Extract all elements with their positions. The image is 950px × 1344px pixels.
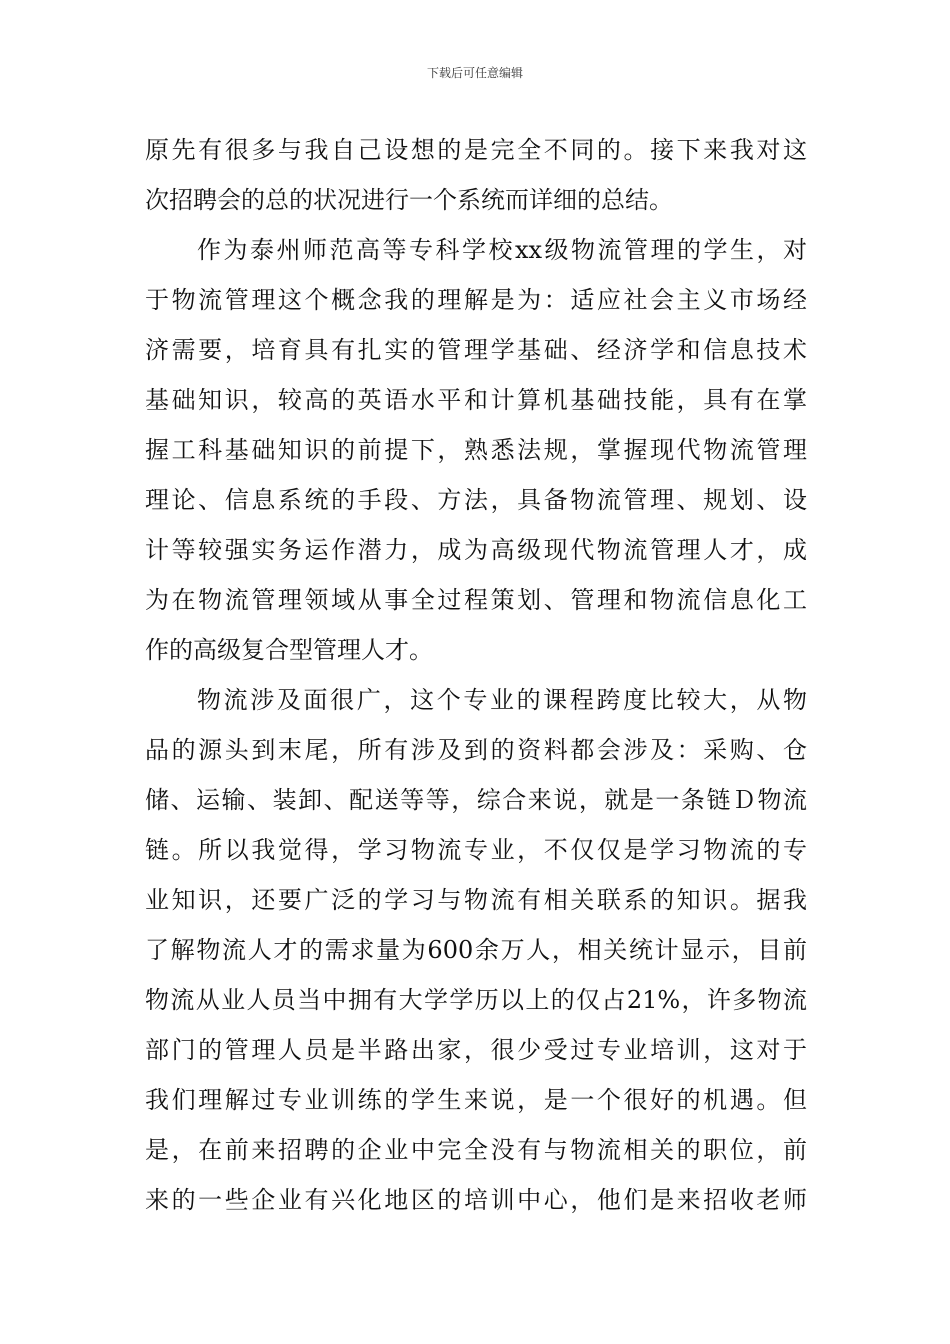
page-header: 下载后可任意编辑 xyxy=(426,66,523,80)
text-line: 原先有很多与我自己设想的是完全不同的。接下来我对这 xyxy=(145,136,807,164)
text-line: 我们理解过专业训练的学生来说，是一个很好的机遇。但 xyxy=(145,1086,807,1114)
text-line: 作为泰州师范高等专科学校xx级物流管理的学生，对 xyxy=(197,236,807,264)
text-line: 储、运输、装卸、配送等等，综合来说，就是一条链Ｄ物流 xyxy=(145,786,807,814)
text-line: 是，在前来招聘的企业中完全没有与物流相关的职位，前 xyxy=(145,1136,807,1164)
text-line: 次招聘会的总的状况进行一个系统而详细的总结。 xyxy=(145,186,673,214)
text-line: 业知识，还要广泛的学习与物流有相关联系的知识。据我 xyxy=(145,886,807,914)
text-line: 品的源头到末尾，所有涉及到的资料都会涉及：采购、仓 xyxy=(145,736,807,764)
text-line: 济需要，培育具有扎实的管理学基础、经济学和信息技术 xyxy=(145,336,807,364)
text-line: 物流涉及面很广，这个专业的课程跨度比较大，从物 xyxy=(197,686,807,714)
text-line: 了解物流人才的需求量为600余万人，相关统计显示，目前 xyxy=(145,936,807,964)
text-line: 链。所以我觉得，学习物流专业，不仅仅是学习物流的专 xyxy=(145,836,807,864)
text-line: 理论、信息系统的手段、方法，具备物流管理、规划、设 xyxy=(145,486,807,514)
text-line: 基础知识，较高的英语水平和计算机基础技能，具有在掌 xyxy=(145,386,807,414)
text-line: 作的高级复合型管理人才。 xyxy=(145,636,433,664)
text-line: 于物流管理这个概念我的理解是为：适应社会主义市场经 xyxy=(145,286,807,314)
text-line: 为在物流管理领域从事全过程策划、管理和物流信息化工 xyxy=(145,586,807,614)
text-line: 部门的管理人员是半路出家，很少受过专业培训，这对于 xyxy=(145,1036,807,1064)
text-line: 计等较强实务运作潜力，成为高级现代物流管理人才，成 xyxy=(145,536,807,564)
text-line: 握工科基础知识的前提下，熟悉法规，掌握现代物流管理 xyxy=(145,436,807,464)
document-body xyxy=(145,125,807,1225)
text-line: 来的一些企业有兴化地区的培训中心，他们是来招收老师 xyxy=(145,1186,807,1214)
text-line: 物流从业人员当中拥有大学学历以上的仅占21%，许多物流 xyxy=(145,986,807,1014)
